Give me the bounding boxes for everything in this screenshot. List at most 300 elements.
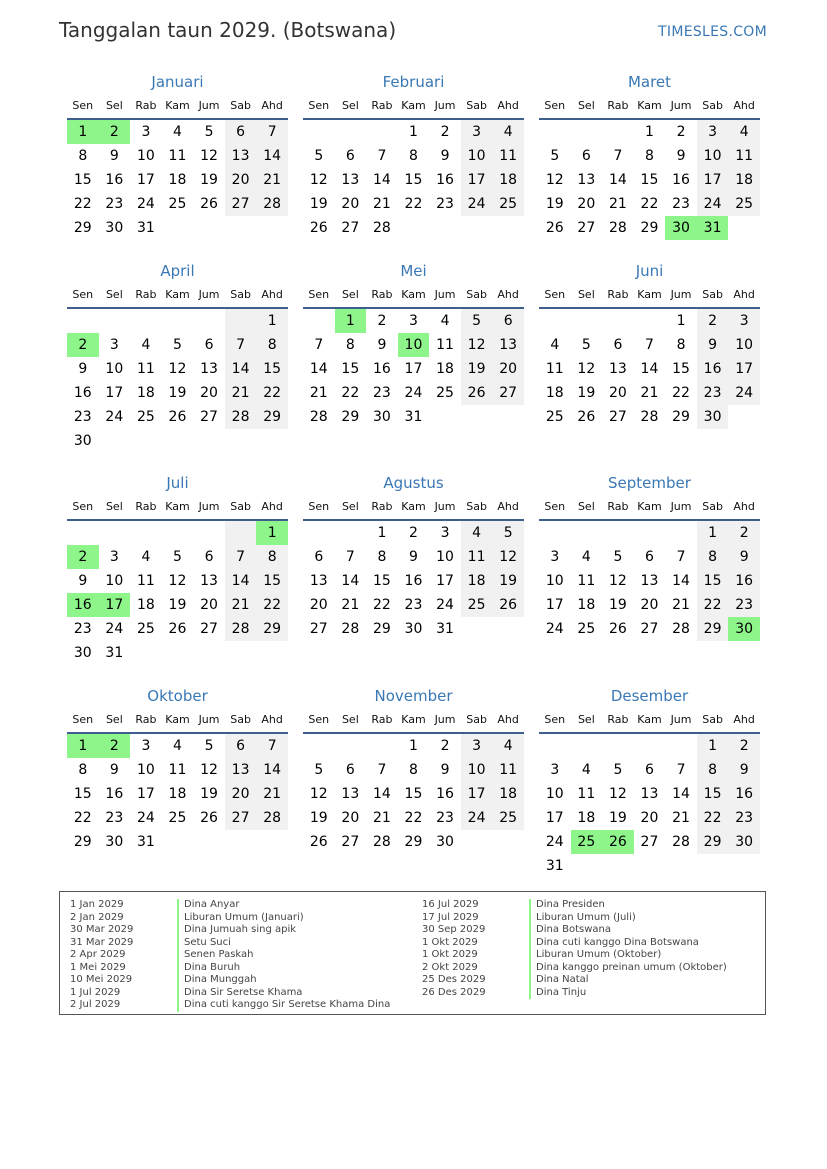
weekday-label: Kam (637, 288, 662, 301)
day-cell: 9 (676, 148, 686, 164)
day-cell: 17 (105, 385, 124, 401)
legend-holiday-name: Liburan Umum (Oktober) (536, 949, 662, 960)
day-cell: 16 (672, 172, 690, 188)
day-cell: 8 (377, 549, 387, 565)
day-cell: 21 (341, 597, 360, 613)
empty-cell (99, 309, 131, 333)
day-cell: 4 (581, 762, 591, 778)
empty-cell (335, 120, 367, 144)
month-februari (303, 70, 524, 240)
day-cell: 21 (256, 168, 288, 192)
month-april (67, 259, 288, 453)
empty-cell (67, 521, 99, 545)
day-cell: 1 (409, 124, 418, 140)
day-cell: 6 (581, 148, 591, 164)
holiday-legend (59, 891, 766, 1015)
day-cell: 6 (314, 549, 324, 565)
day-grid (303, 521, 524, 641)
empty-cell (225, 521, 257, 545)
weekday-label: Sel (577, 99, 595, 112)
weekday-label: Sel (105, 713, 123, 726)
day-cell: 28 (256, 806, 288, 830)
day-cell: 5 (314, 762, 324, 778)
weekday-label: Rab (135, 99, 157, 112)
day-cell: 17 (136, 786, 155, 802)
day-cell: 9 (377, 337, 387, 353)
empty-cell (162, 521, 194, 545)
legend-marker (529, 974, 531, 987)
weekday-label: Ahd (497, 713, 519, 726)
empty-cell (602, 734, 634, 758)
weekday-header (67, 495, 288, 519)
day-cell: 10 (461, 144, 493, 168)
weekday-label: Sen (308, 713, 330, 726)
legend-row (70, 899, 390, 912)
day-cell: 22 (256, 593, 288, 617)
weekday-label: Jum (198, 713, 220, 726)
day-cell: 31 (136, 220, 155, 236)
day-cell: 9 (728, 758, 760, 782)
empty-cell (335, 734, 367, 758)
day-cell: 17 (461, 782, 493, 806)
day-cell: 28 (225, 405, 257, 429)
day-cell: 22 (672, 385, 690, 401)
month-mei (303, 259, 524, 429)
day-cell: 3 (728, 309, 760, 333)
day-cell: 23 (73, 621, 92, 637)
day-cell: 23 (73, 409, 92, 425)
legend-marker (177, 999, 179, 1012)
day-cell: 27 (341, 220, 360, 236)
month-name: Maret (627, 73, 672, 91)
weekday-label: Kam (637, 713, 662, 726)
legend-column-right (422, 899, 727, 999)
day-cell: 26 (309, 220, 328, 236)
weekday-label: Ahd (261, 713, 283, 726)
day-cell: 15 (404, 172, 423, 188)
day-cell: 18 (545, 385, 564, 401)
day-cell: 25 (577, 621, 596, 637)
day-cell: 3 (550, 762, 560, 778)
weekday-label: Sab (702, 500, 723, 513)
day-cell: 3 (141, 738, 151, 754)
day-cell: 2 (440, 738, 450, 754)
day-cell: 21 (672, 597, 690, 613)
day-cell: 21 (372, 810, 391, 826)
day-cell: 16 (436, 172, 454, 188)
day-cell: 16 (73, 385, 92, 401)
legend-marker (177, 924, 179, 937)
legend-holiday-name: Dina cuti kanggo Dina Botswana (536, 936, 699, 948)
day-cell: 28 (672, 834, 690, 850)
day-cell: 23 (105, 196, 124, 212)
day-cell: 25 (168, 196, 187, 212)
day-cell: 26 (168, 621, 187, 637)
weekday-label: Sab (230, 500, 251, 513)
day-cell: 19 (309, 196, 328, 212)
legend-holiday-name: Dina Munggah (184, 974, 257, 985)
page-title: Tanggalan taun 2029. (Botswana) (59, 18, 397, 42)
day-cell: 7 (314, 337, 324, 353)
day-cell: 1 (676, 313, 686, 329)
day-cell: 29 (672, 409, 690, 425)
day-cell: 27 (225, 806, 257, 830)
day-cell: 3 (550, 549, 560, 565)
day-cell: 18 (577, 810, 596, 826)
day-cell: 22 (341, 385, 360, 401)
empty-cell (130, 521, 162, 545)
day-cell: 5 (613, 762, 623, 778)
legend-holiday-name: Dina kanggo preinan umum (Oktober) (536, 961, 727, 973)
month-maret (539, 70, 760, 240)
empty-cell (634, 309, 666, 333)
brand-link[interactable]: TIMESLES.COM (658, 24, 767, 40)
month-name: November (374, 687, 453, 705)
holiday-day-cell: 30 (665, 216, 697, 240)
day-cell: 16 (697, 357, 729, 381)
day-cell: 21 (372, 196, 391, 212)
legend-row (70, 924, 390, 937)
day-cell: 4 (581, 549, 591, 565)
weekday-label: Sab (702, 99, 723, 112)
day-cell: 9 (697, 333, 729, 357)
day-cell: 20 (225, 168, 257, 192)
day-cell: 23 (404, 597, 423, 613)
day-grid (539, 521, 760, 641)
weekday-label: Ahd (733, 713, 755, 726)
weekday-label: Jum (434, 500, 456, 513)
day-cell: 25 (492, 192, 524, 216)
day-cell: 27 (640, 834, 659, 850)
month-name: Januari (151, 73, 204, 91)
day-cell: 3 (409, 313, 418, 329)
legend-date: 1 Okt 2029 (422, 936, 478, 948)
day-cell: 12 (608, 786, 627, 802)
day-cell: 30 (105, 834, 124, 850)
day-cell: 7 (345, 549, 355, 565)
day-cell: 17 (461, 168, 493, 192)
day-cell: 30 (73, 433, 92, 449)
day-cell: 16 (105, 172, 124, 188)
empty-cell (665, 734, 697, 758)
day-cell: 17 (697, 168, 729, 192)
holiday-day-cell: 1 (67, 120, 99, 144)
day-cell: 26 (461, 381, 493, 405)
weekday-label: Ahd (497, 500, 519, 513)
day-cell: 9 (409, 549, 418, 565)
legend-date: 2 Okt 2029 (422, 961, 478, 973)
day-cell: 5 (314, 148, 324, 164)
day-cell: 28 (372, 220, 391, 236)
legend-row (422, 974, 727, 987)
weekday-label: Sen (72, 288, 94, 301)
day-cell: 15 (73, 172, 92, 188)
day-cell: 17 (436, 573, 454, 589)
day-cell: 6 (225, 734, 257, 758)
day-cell: 26 (309, 834, 328, 850)
day-cell: 10 (728, 333, 760, 357)
weekday-header (539, 495, 760, 519)
day-grid (67, 734, 288, 854)
day-cell: 12 (200, 148, 218, 164)
day-grid (67, 120, 288, 240)
legend-row (70, 937, 390, 950)
empty-cell (539, 309, 571, 333)
day-cell: 25 (136, 409, 155, 425)
day-cell: 11 (136, 573, 155, 589)
holiday-day-cell: 16 (67, 593, 99, 617)
legend-row (70, 974, 390, 987)
day-cell: 8 (78, 762, 88, 778)
empty-cell (162, 309, 194, 333)
day-cell: 16 (404, 573, 423, 589)
weekday-label: Sen (308, 99, 330, 112)
day-cell: 28 (372, 834, 391, 850)
day-cell: 21 (256, 782, 288, 806)
holiday-day-cell: 2 (99, 120, 131, 144)
empty-cell (130, 309, 162, 333)
weekday-label: Sab (466, 713, 487, 726)
day-cell: 2 (440, 124, 450, 140)
day-cell: 14 (341, 573, 360, 589)
day-cell: 21 (640, 385, 659, 401)
legend-date: 30 Mar 2029 (70, 924, 134, 935)
day-cell: 24 (545, 621, 564, 637)
day-cell: 4 (440, 313, 450, 329)
day-cell: 3 (440, 525, 450, 541)
day-cell: 26 (492, 593, 524, 617)
legend-holiday-name: Liburan Umum (Juli) (536, 911, 636, 923)
day-cell: 19 (200, 786, 218, 802)
day-cell: 19 (492, 569, 524, 593)
day-cell: 15 (73, 786, 92, 802)
day-cell: 8 (676, 337, 686, 353)
day-cell: 18 (168, 172, 187, 188)
day-cell: 24 (461, 806, 493, 830)
day-cell: 28 (341, 621, 360, 637)
weekday-label: Jum (434, 99, 456, 112)
day-cell: 30 (436, 834, 454, 850)
weekday-label: Kam (401, 288, 426, 301)
day-cell: 11 (168, 762, 187, 778)
day-cell: 9 (78, 573, 88, 589)
day-cell: 24 (404, 385, 423, 401)
day-cell: 7 (377, 762, 387, 778)
day-cell: 29 (697, 617, 729, 641)
day-cell: 11 (545, 361, 564, 377)
day-cell: 12 (608, 573, 627, 589)
legend-date: 10 Mei 2029 (70, 974, 133, 985)
legend-marker (529, 899, 531, 912)
day-cell: 26 (200, 196, 218, 212)
day-cell: 24 (105, 409, 124, 425)
empty-cell (366, 120, 398, 144)
day-cell: 23 (372, 385, 391, 401)
day-cell: 25 (728, 192, 760, 216)
day-cell: 14 (309, 361, 328, 377)
day-cell: 6 (225, 120, 257, 144)
day-cell: 12 (492, 545, 524, 569)
day-cell: 20 (200, 597, 218, 613)
day-cell: 24 (436, 597, 454, 613)
empty-cell (303, 734, 335, 758)
day-cell: 14 (372, 786, 391, 802)
day-cell: 14 (608, 172, 627, 188)
weekday-header (539, 708, 760, 732)
weekday-label: Kam (401, 500, 426, 513)
day-cell: 22 (640, 196, 659, 212)
month-name: Desember (610, 687, 689, 705)
weekday-label: Jum (198, 500, 220, 513)
legend-date: 25 Des 2029 (422, 974, 486, 985)
day-cell: 18 (461, 569, 493, 593)
legend-date: 17 Jul 2029 (422, 911, 479, 923)
month-september (539, 471, 760, 641)
weekday-label: Kam (401, 713, 426, 726)
day-cell: 24 (136, 810, 155, 826)
empty-cell (67, 309, 99, 333)
weekday-label: Jum (670, 713, 692, 726)
day-cell: 27 (608, 409, 627, 425)
weekday-label: Ahd (733, 500, 755, 513)
legend-row (422, 912, 727, 925)
day-cell: 29 (341, 409, 360, 425)
weekday-label: Sen (72, 500, 94, 513)
weekday-label: Ahd (261, 288, 283, 301)
empty-cell (303, 521, 335, 545)
legend-row (70, 949, 390, 962)
day-cell: 26 (577, 409, 596, 425)
day-cell: 5 (613, 549, 623, 565)
holiday-day-cell: 1 (67, 734, 99, 758)
day-cell: 22 (404, 810, 423, 826)
day-cell: 31 (136, 834, 155, 850)
weekday-label: Sab (230, 99, 251, 112)
day-cell: 23 (728, 593, 760, 617)
empty-cell (571, 309, 603, 333)
empty-cell (99, 521, 131, 545)
weekday-label: Sab (702, 288, 723, 301)
day-cell: 15 (341, 361, 360, 377)
empty-cell (634, 734, 666, 758)
day-cell: 28 (309, 409, 328, 425)
legend-marker (529, 937, 531, 950)
day-cell: 20 (341, 196, 360, 212)
month-name: Juli (166, 474, 189, 492)
day-cell: 5 (204, 738, 214, 754)
legend-row (70, 912, 390, 925)
legend-marker (529, 949, 531, 962)
month-januari (67, 70, 288, 240)
month-name: Juni (635, 262, 664, 280)
day-cell: 3 (109, 549, 119, 565)
legend-holiday-name: Dina Jumuah sing apik (184, 924, 297, 935)
day-cell: 8 (256, 545, 288, 569)
day-cell: 10 (105, 573, 124, 589)
day-cell: 14 (372, 172, 391, 188)
empty-cell (193, 309, 225, 333)
day-cell: 7 (645, 337, 654, 353)
day-cell: 17 (545, 810, 564, 826)
legend-row (422, 949, 727, 962)
empty-cell (303, 309, 335, 333)
empty-cell (571, 521, 603, 545)
day-cell: 19 (608, 810, 627, 826)
legend-holiday-name: Dina Natal (536, 974, 589, 985)
weekday-header (539, 94, 760, 118)
legend-holiday-name: Dina Presiden (536, 899, 605, 910)
day-cell: 11 (136, 361, 155, 377)
day-cell: 6 (613, 337, 623, 353)
day-cell: 30 (372, 409, 391, 425)
legend-holiday-name: Dina Botswana (536, 924, 612, 935)
day-cell: 24 (728, 381, 760, 405)
weekday-label: Ahd (733, 288, 755, 301)
month-name: Agustus (383, 474, 444, 492)
day-cell: 8 (697, 758, 729, 782)
weekday-label: Kam (165, 288, 190, 301)
weekday-label: Jum (198, 288, 220, 301)
day-cell: 7 (676, 762, 686, 778)
legend-marker (177, 987, 179, 1000)
month-name: Oktober (147, 687, 208, 705)
legend-date: 1 Jul 2029 (70, 986, 121, 998)
month-name: September (608, 474, 691, 492)
weekday-label: Rab (371, 288, 393, 301)
month-name: Mei (400, 262, 427, 280)
day-cell: 11 (492, 144, 524, 168)
empty-cell (602, 309, 634, 333)
weekday-label: Jum (670, 288, 692, 301)
weekday-label: Sab (230, 288, 251, 301)
legend-marker (177, 937, 179, 950)
day-cell: 9 (78, 361, 88, 377)
day-cell: 21 (608, 196, 627, 212)
day-cell: 23 (436, 196, 454, 212)
day-cell: 11 (577, 786, 596, 802)
day-cell: 30 (105, 220, 124, 236)
day-cell: 27 (225, 192, 257, 216)
weekday-label: Sab (230, 713, 251, 726)
day-cell: 29 (73, 220, 92, 236)
holiday-day-cell: 2 (67, 545, 99, 569)
day-cell: 1 (697, 521, 729, 545)
day-cell: 23 (105, 810, 124, 826)
holiday-day-cell: 26 (602, 830, 634, 854)
day-cell: 12 (577, 361, 596, 377)
day-cell: 5 (581, 337, 591, 353)
day-cell: 20 (309, 597, 328, 613)
month-juni (539, 259, 760, 429)
day-cell: 18 (492, 168, 524, 192)
legend-date: 1 Mei 2029 (70, 961, 126, 973)
day-cell: 11 (168, 148, 187, 164)
day-cell: 13 (640, 573, 659, 589)
legend-date: 31 Mar 2029 (70, 936, 134, 948)
day-cell: 11 (492, 758, 524, 782)
day-cell: 4 (141, 549, 151, 565)
empty-cell (366, 734, 398, 758)
day-cell: 31 (105, 645, 124, 661)
day-cell: 13 (341, 172, 360, 188)
day-cell: 23 (436, 810, 454, 826)
day-cell: 18 (436, 361, 454, 377)
holiday-day-cell: 2 (67, 333, 99, 357)
weekday-label: Sab (466, 288, 487, 301)
month-juli (67, 471, 288, 665)
day-cell: 16 (436, 786, 454, 802)
day-cell: 14 (225, 569, 257, 593)
